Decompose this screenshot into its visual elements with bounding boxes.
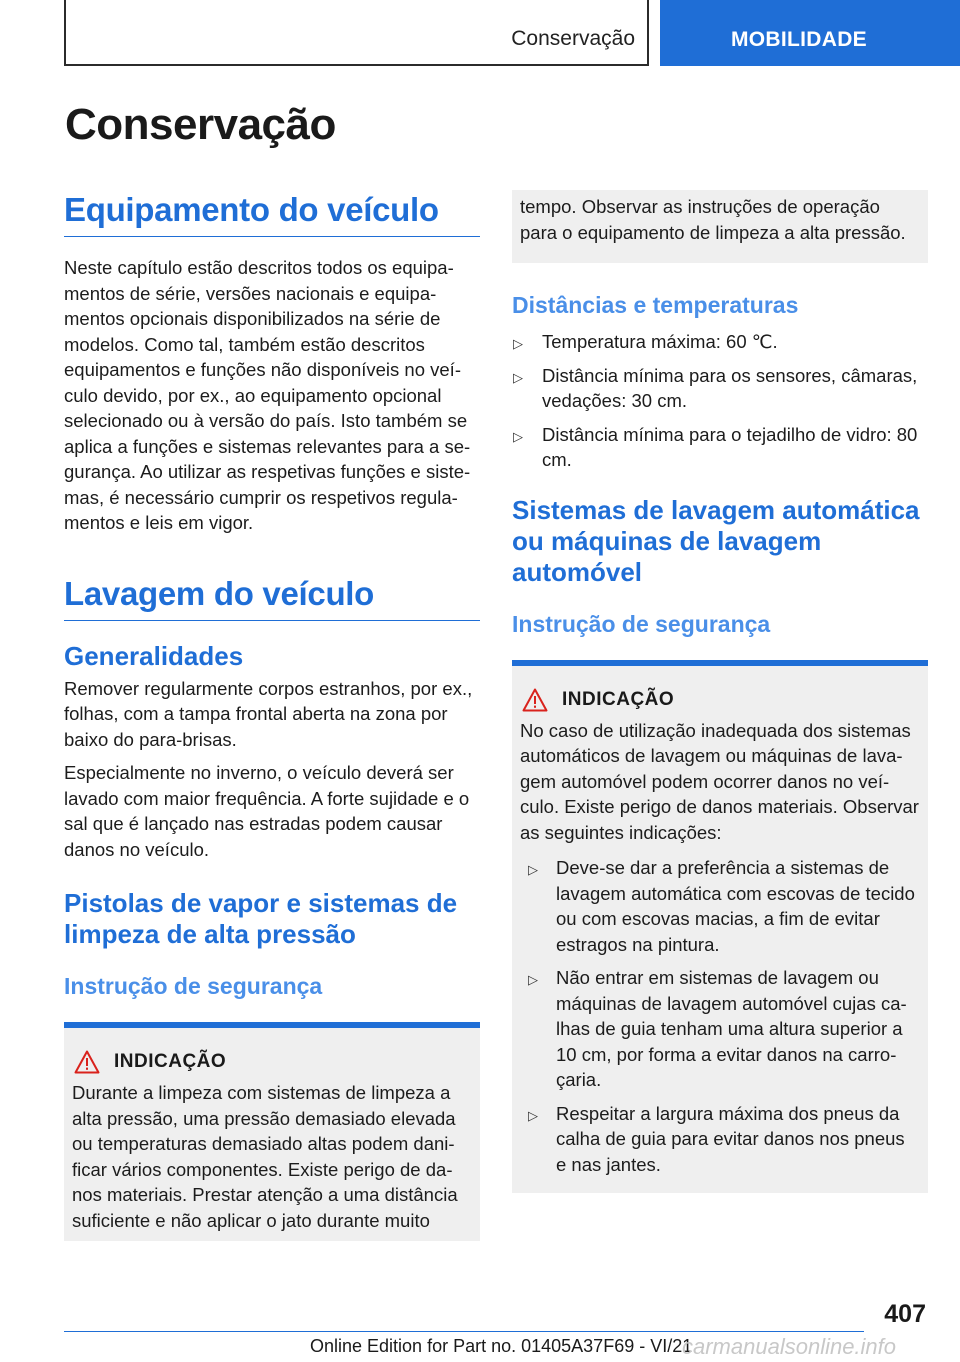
note-text: Durante a limpeza com sistemas de limpeza a alta pressão, uma pressão demasiado elevada ou temperaturas demasiado altas podem danificar vários componentes. Existe perigo de danos materiais. Prestar atenção a uma distância suficiente e não aplicar o jato durante muito [72, 1082, 458, 1231]
triangle-right-icon: ▷ [513, 428, 523, 444]
note-box-continued [512, 190, 928, 263]
warning-triangle-icon [522, 688, 548, 712]
steam-heading: Pistolas de vapor e sistemas de limpeza de alta pressão [64, 888, 458, 949]
safety-heading-right: Instrução de segurança [512, 610, 771, 637]
distances-heading: Distâncias e temperaturas [512, 292, 799, 318]
list-item: ▷ Respeitar a largura máxima dos pneus da calha de guia para evitar danos nos pneus e nas jantes. [528, 1102, 905, 1175]
triangle-right-icon: ▷ [528, 1107, 538, 1123]
note-continued-text: tempo. Observar as instruções de operação para o equipamento de limpeza a alta pressão. [520, 196, 906, 243]
watermark: carmanualsonline.info [682, 1334, 897, 1359]
note-list [520, 855, 920, 1177]
header-section-tab [64, 0, 649, 66]
list-item: ▷ Distância mínima para os sensores, câmaras, vedações: 30 cm. [513, 364, 918, 411]
list-item: ▷ Distância mínima para o tejadilho de vidro: 80 cm. [513, 423, 918, 470]
edition-text: Online Edition for Part no. 01405A37F69 - VI/21 [310, 1336, 693, 1356]
note-box-left [64, 1022, 480, 1241]
triangle-right-icon: ▷ [513, 369, 523, 385]
left-column [64, 190, 480, 1241]
page-title: Conservação [65, 100, 336, 149]
header-section-label: Conservação [511, 27, 635, 50]
distances-list [512, 329, 928, 473]
header-category-tab [660, 0, 960, 66]
warning-triangle-icon [74, 1050, 100, 1074]
note-text: No caso de utilização inadequada dos sistemas automáticos de lavagem ou máquinas de lavagem automóvel podem ocorrer danos no veículo. Existe perigo de danos materiais. Observar as seguintes indicações: [520, 719, 919, 843]
triangle-right-icon: ▷ [528, 862, 538, 877]
list-item: ▷ Temperatura máxima: 60 ℃. [512, 329, 928, 355]
triangle-right-icon: ▷ [528, 972, 538, 987]
equipment-text: Neste capítulo estão descritos todos os equipamentos de série, versões nacionais e equipamentos opcionais disponibilizados na série de modelos. Como tal, também estão descritos equipamentos e funções não disponíveis no veículo devido, por ex., ao equipamento opcional selecionado ou à versão do país. Isto também se aplica a funções e sistemas relevantes para a segurança. Ao utilizar as respetivas funções e sistemas, é necessário cumprir os respetivos regulamentos e leis em vigor. [64, 257, 471, 533]
note-title: INDICAÇÃO [114, 1051, 227, 1072]
note-header [520, 688, 920, 712]
note-box-right [512, 660, 928, 1194]
triangle-right-icon: ▷ [513, 336, 523, 351]
general-paragraph-1: Remover regularmente corpos estranhos, por ex., folhas, com a tampa frontal aberta na zona por baixo do para-brisas. [64, 677, 473, 750]
general-heading: Generalidades [64, 640, 244, 671]
list-item: ▷ Deve-se dar a preferência a sistemas de lavagem automática com escovas de tecido ou com escovas macias, a fim de evitar estragos na pintura. [528, 857, 915, 955]
header-category-label: MOBILIDADE [731, 28, 867, 51]
list-item: ▷ Não entrar em sistemas de lavagem ou máquinas de lavagem automóvel cujas calhas de guia tenham uma altura superior a 10 cm, por forma a evitar danos na carroçaria. [528, 967, 907, 1090]
note-header [72, 1050, 472, 1074]
safety-heading-left: Instrução de segurança [64, 973, 323, 999]
right-column [512, 190, 928, 1193]
page-number: 407 [884, 1300, 926, 1328]
note-title: INDICAÇÃO [562, 688, 675, 710]
equipment-heading: Equipamento do veículo [64, 190, 480, 237]
footer-divider [64, 1331, 864, 1332]
automatic-wash-heading: Sistemas de lavagem automática ou máquinas de lavagem automóvel [512, 494, 920, 587]
washing-heading: Lavagem do veículo [64, 574, 480, 621]
general-paragraph-2: Especialmente no inverno, o veículo deverá ser lavado com maior frequência. A forte sujidade e o sal que é lançado nas estradas podem causar danos no veículo. [64, 762, 470, 860]
